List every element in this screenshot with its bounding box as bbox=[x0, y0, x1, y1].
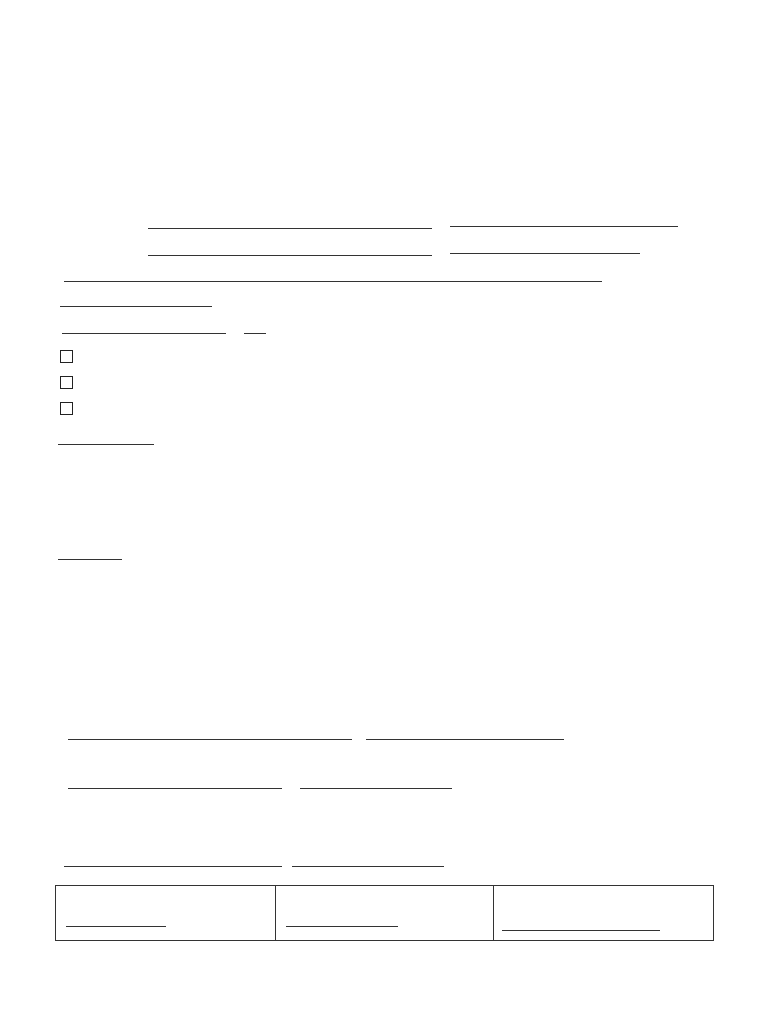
paragraph-2-input[interactable] bbox=[58, 547, 122, 560]
option-2[interactable] bbox=[60, 376, 83, 391]
paragraph-1 bbox=[58, 432, 728, 450]
office-use-box bbox=[55, 885, 714, 941]
paragraph-2 bbox=[58, 530, 728, 564]
section-1-row-1 bbox=[64, 727, 564, 743]
field-row-5 bbox=[58, 269, 602, 285]
section-1-row-2 bbox=[64, 776, 452, 792]
field-input-8[interactable] bbox=[244, 321, 266, 334]
office-use-row-2 bbox=[284, 916, 398, 930]
option-1[interactable] bbox=[60, 350, 83, 365]
section-1-field-input-1[interactable] bbox=[68, 727, 352, 740]
section-2-row-1 bbox=[62, 854, 444, 870]
field-row-7 bbox=[58, 321, 270, 337]
field-input-7[interactable] bbox=[62, 321, 226, 334]
field-row-4 bbox=[446, 241, 640, 257]
field-row-2 bbox=[446, 214, 678, 230]
field-input-1[interactable] bbox=[148, 216, 432, 229]
option-1-checkbox[interactable] bbox=[60, 350, 73, 363]
office-use-row-3 bbox=[502, 920, 660, 934]
option-3-checkbox[interactable] bbox=[60, 402, 73, 415]
field-input-6[interactable] bbox=[60, 294, 212, 307]
field-input-2[interactable] bbox=[450, 214, 678, 227]
section-2-field-input-1[interactable] bbox=[64, 854, 282, 867]
section-2-field-input-2[interactable] bbox=[292, 854, 444, 867]
field-row-6 bbox=[58, 294, 216, 310]
field-input-3[interactable] bbox=[148, 243, 432, 256]
office-use-input-3[interactable] bbox=[502, 920, 660, 931]
section-1-field-input-4[interactable] bbox=[300, 776, 452, 789]
office-use-input-2[interactable] bbox=[286, 916, 398, 927]
option-3[interactable] bbox=[60, 402, 83, 417]
office-use-cell-1 bbox=[56, 886, 276, 940]
office-use-cell-3 bbox=[494, 886, 713, 940]
section-1-field-input-3[interactable] bbox=[68, 776, 282, 789]
office-use-cell-2 bbox=[276, 886, 494, 940]
office-use-input-1[interactable] bbox=[66, 916, 166, 927]
office-use-row-1 bbox=[64, 916, 166, 930]
logo bbox=[58, 34, 68, 48]
option-2-checkbox[interactable] bbox=[60, 376, 73, 389]
field-input-4[interactable] bbox=[450, 241, 640, 254]
field-input-5[interactable] bbox=[64, 269, 602, 282]
paragraph-1-input[interactable] bbox=[58, 432, 154, 445]
notice bbox=[70, 131, 700, 147]
section-1-field-input-2[interactable] bbox=[366, 727, 564, 740]
